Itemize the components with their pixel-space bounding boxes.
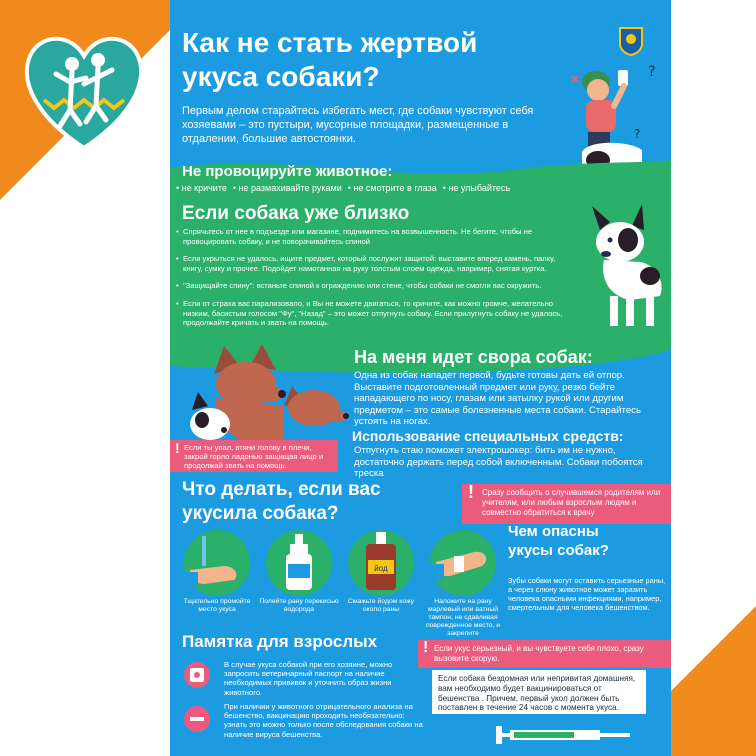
close-item: • "Защищайте спину": встаньте спиной к ограждению или стене, чтобы собаки не смогли вас окружить. (176, 281, 576, 291)
page-title: Как не стать жертвой укуса собаки? (182, 27, 478, 92)
close-item: • Если укрыться не удалось, ищите предмет, который послужит защитой: выставите вперед камень, палку, книгу, сумку и прочее. Подойдет намотанная на руку толстым слоем одежда, например, снятая куртка. (176, 254, 576, 273)
washing-hand-icon (184, 530, 250, 596)
standing-dog-illustration (570, 200, 670, 330)
iodine-bottle-icon (348, 530, 414, 596)
intro-text: Первым делом старайтесь избегать мест, где собаки чувствуют себя хозяевами – это пустыри, мусорные площадки, размещенные в отдалении, большие автостоянки. (182, 105, 534, 145)
iodine-label: йод (374, 564, 388, 573)
svg-text:?: ? (634, 127, 641, 141)
provoke-item: • не кричите (176, 183, 227, 193)
serious-notice: ! Если укус серьезный, и вы чувствуете себя плохо, сразу вызовите скорую. (418, 640, 671, 668)
memo-title: Памятка для взрослых (182, 632, 378, 651)
syringe-icon (490, 722, 650, 748)
fallen-notice: ! Если ты упал, втяни голову в плечи, закрой горло ладонью защищая лицо и продолжай звать на помощь. (170, 440, 338, 472)
means-text: Отпугнуть стаю поможет электрошокер: бить им не нужно, достаточно держать перед собой включенным. Собаки побоятся треска (354, 445, 643, 480)
minus-sign-icon (184, 706, 210, 732)
exclamation-icon: ! (175, 440, 180, 456)
report-notice: ! Сразу сообщить о случившемся родителям или учителям, или любым взрослым людям и совместно обратиться к врачу (462, 484, 671, 524)
exclamation-icon: ! (423, 639, 429, 656)
provoke-item: • не смотрите в глаза (348, 183, 437, 193)
stray-dog-notice: Если собака бездомная или непривитая домашняя, вам необходимо будет вакцинироваться от бешенства . Причем, первый укол должен быть поставлен в течение 24 часов с момента укуса. (432, 670, 646, 714)
close-item: • Если от страха вас парализовало, и Вы не можете двигаться, то кричите, как можно громче, желательно низким, басистым голосом "Фу", "Назад" – это может отпугнуть собаку. Если прилугнуть собаку не удалось, продолжайте кричать и звать на помощь. (176, 299, 576, 328)
bitten-title: Что делать, если вас укусила собака? (182, 479, 381, 524)
memo-item: При наличии у животного отрицательного анализа на бешенство, вакцинацию проходить необязательно: узнать это можно только после обследования собаки на наличие вируса бешенства. (224, 702, 423, 739)
poster (170, 0, 671, 756)
close-title: Если собака уже близко (182, 203, 410, 224)
exclamation-icon: ! (468, 482, 474, 502)
heart-logo (14, 20, 154, 160)
provoke-title: Не провоцируйте животное: (182, 163, 393, 180)
bandaged-hand-icon (430, 530, 496, 596)
coat-of-arms-icon (618, 26, 644, 56)
close-list (176, 227, 576, 336)
svg-text:?: ? (648, 64, 656, 80)
dog-passport-icon (184, 662, 210, 688)
first-aid-step-label: Тщательно промойте место укуса (183, 598, 251, 613)
danger-title: Чем опасны укусы собак? (508, 523, 609, 559)
dog-pack-illustration (184, 336, 350, 446)
provoke-item: • не улыбайтесь (443, 183, 510, 193)
memo-item: В случае укуса собакой при его хозяине, можно запросить ветеринарный паспорт на наличие необходимых прививок и уточнить образ жизни животного. (224, 660, 393, 697)
pack-title: На меня идет свора собак: (354, 347, 593, 367)
close-item: • Спрячьтесь от нее в подъезде или магазине, поднимитесь на возвышенность. Не бегите, чтобы не провоцировать собаку, и не поворачивайтесь спиной (176, 227, 576, 246)
danger-text: Зубы собаки могут оставить серьезные раны, а через слюну животное может заразить человека опасными инфекциями, например, смертельным для человека бешенством. (508, 576, 666, 612)
pack-text: Одна из собак нападет первой, будьте готовы дать ей отпор. Выставите подготовленный предмет или руку, резко бейте нападающего по носу, глазам или затылку рукой или другим предметом – это самые болезненные места собаки. Старайтесь устоять на ногах. (354, 370, 641, 428)
first-aid-step-label: Смажьте йодом кожу около раны (347, 598, 415, 613)
provoke-item: • не размахивайте руками (233, 183, 342, 193)
peroxide-bottle-icon (266, 530, 332, 596)
first-aid-step-label: Наложите на рану марлевый или ватный тампон, не сдавливая поврежденное место, и закрепите (425, 598, 501, 637)
first-aid-step-label: Полейте рану перекисью водорода (259, 598, 339, 613)
means-title: Использование специальных средств: (352, 428, 624, 444)
provoke-list (176, 183, 576, 193)
